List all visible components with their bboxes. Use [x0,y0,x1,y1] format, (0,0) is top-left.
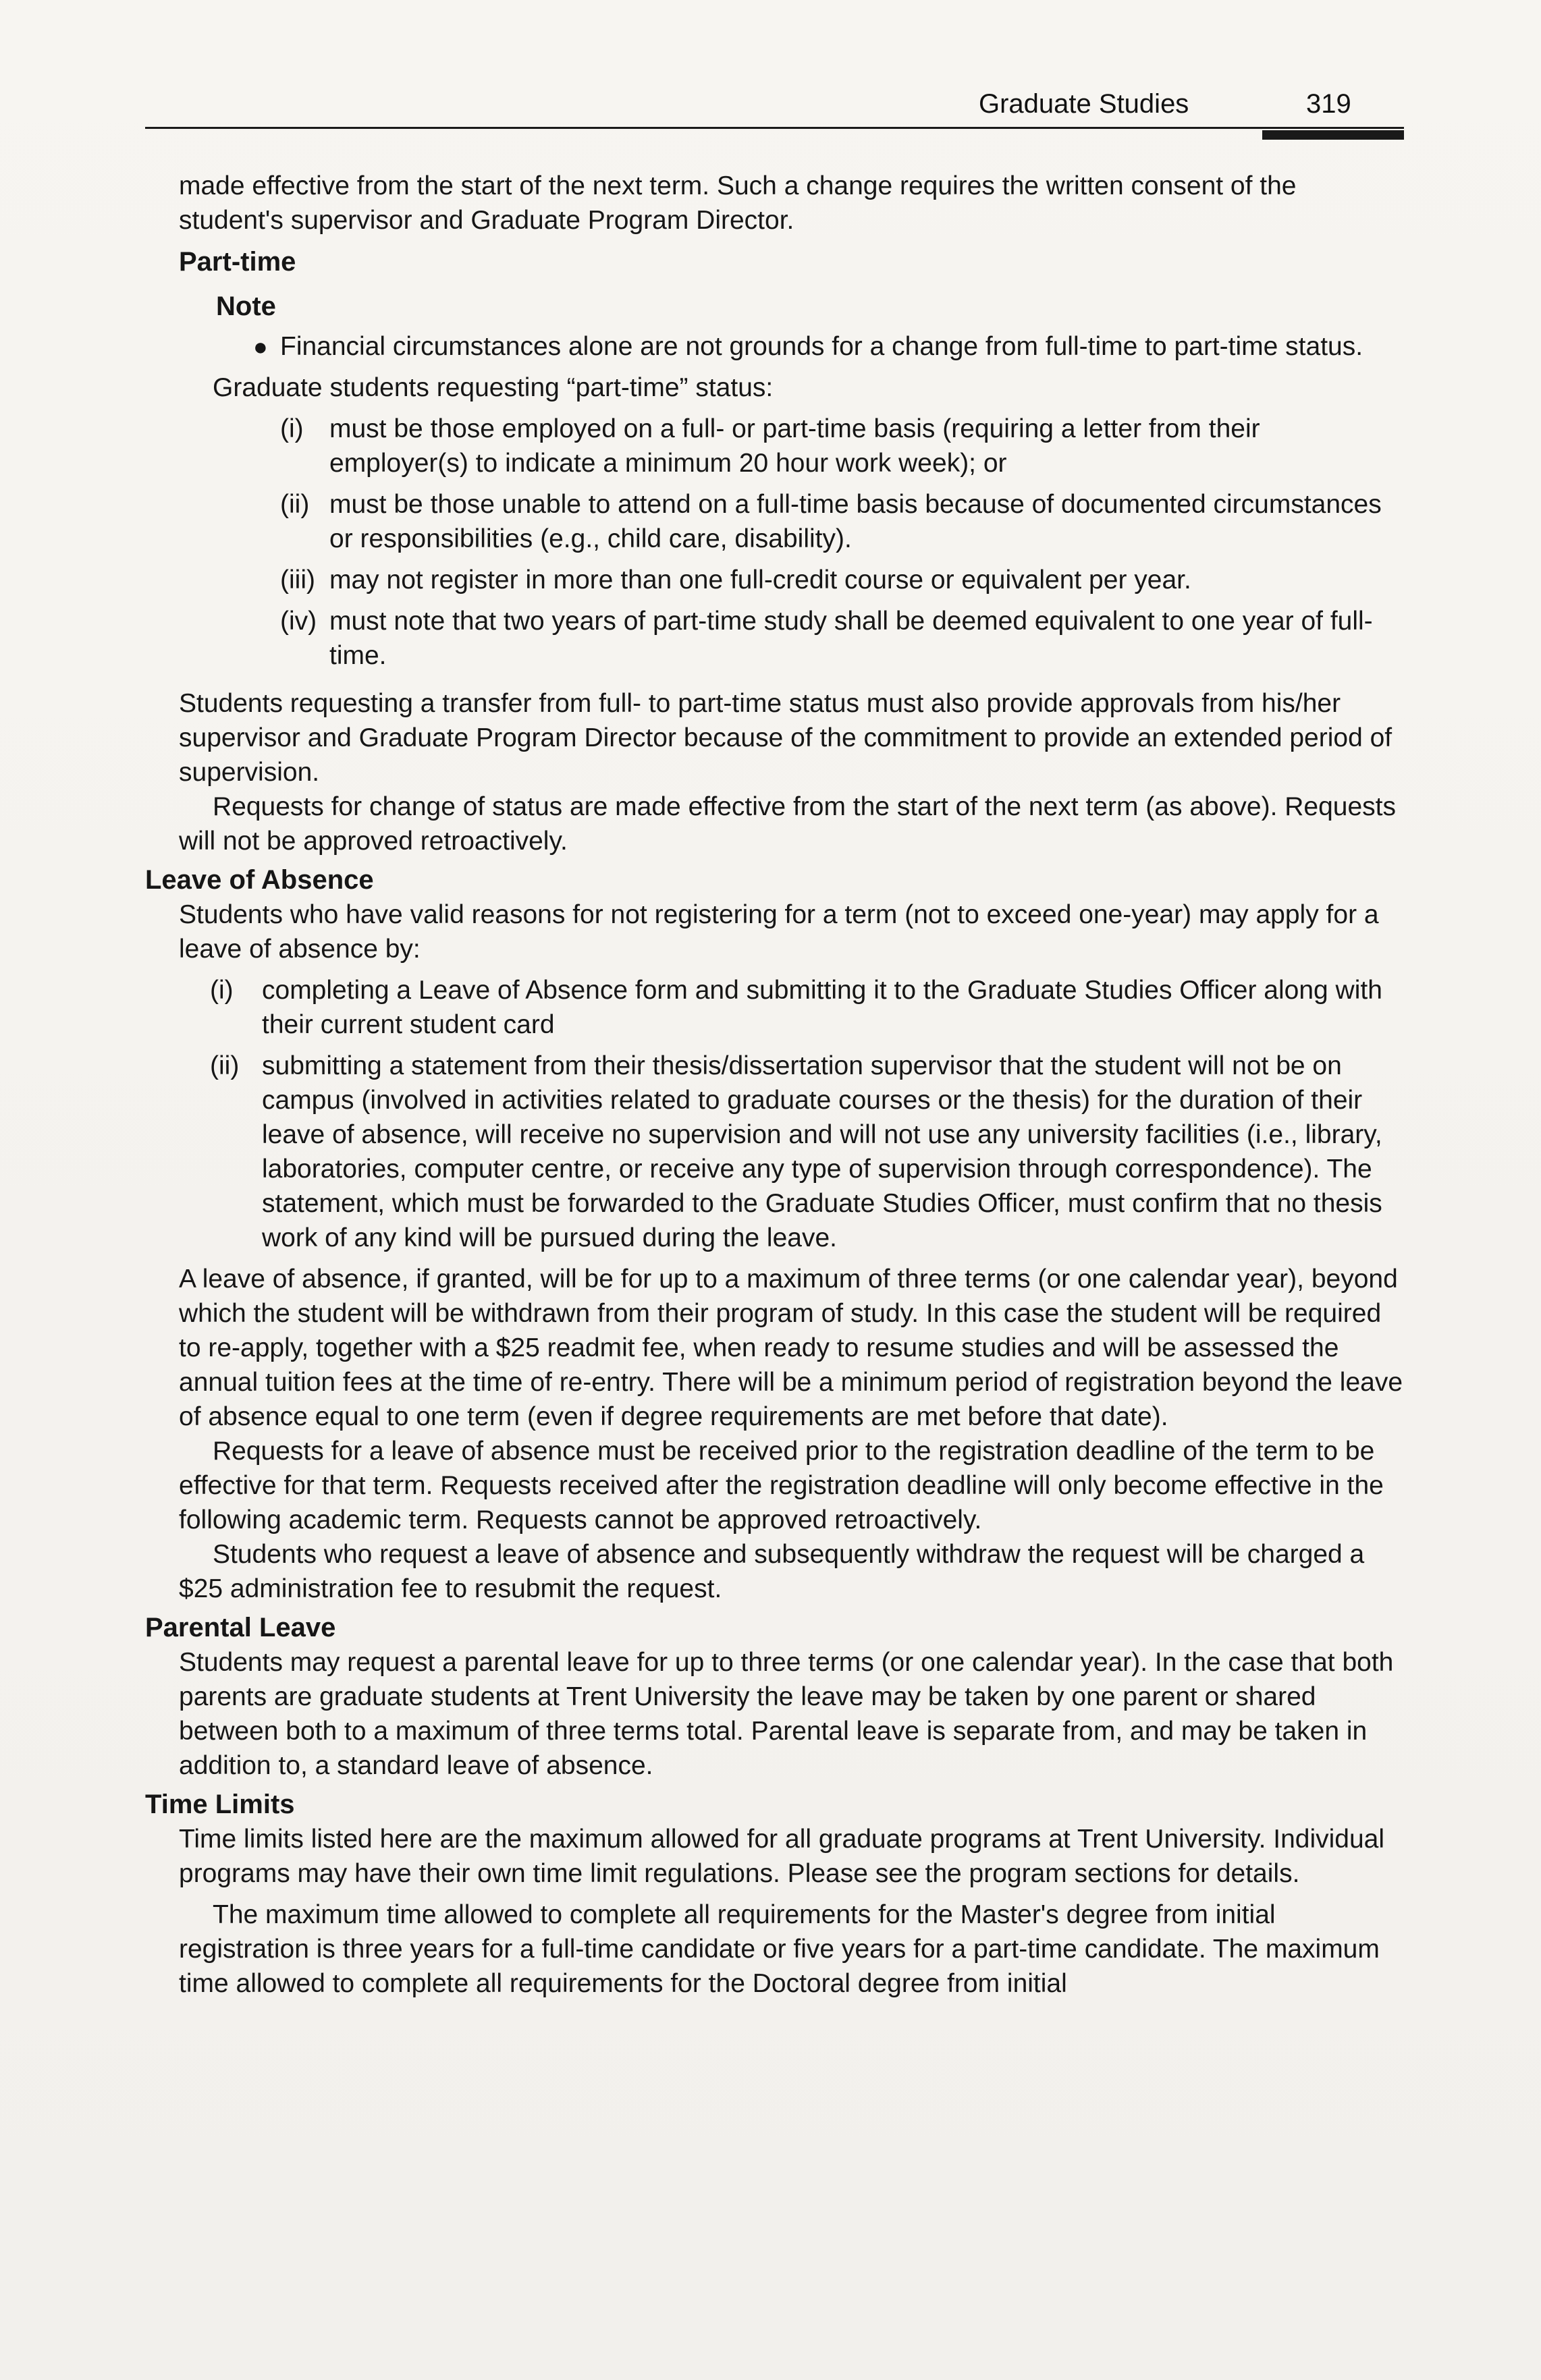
parental-leave-paragraph: Students may request a parental leave for up to three terms (or one calendar year). In the case that both parents are graduate students at Trent University the leave may be taken by one parent or shared between both to a maximum of three terms total. Parental leave is separate from, and may be taken in addition to, a standard leave of absence. [179,1648,1394,1780]
item-text: may not register in more than one full-credit course or equivalent per year. [329,565,1191,594]
item-marker: (ii) [280,490,310,519]
status-change-paragraph: Requests for change of status are made effective from the start of the next term (as above). Requests will not be approved retroactively. [179,792,1397,856]
item-marker: (iv) [280,607,317,636]
bullet-icon: ● [253,333,268,360]
item-marker: (i) [210,976,234,1005]
item-marker: (ii) [210,1051,240,1080]
running-header [145,80,1404,127]
page-number: 319 [1306,89,1351,119]
part-time-item [145,487,1404,556]
note-bullet-text: Financial circumstances alone are not grounds for a change from full-time to part-time status. [280,332,1363,361]
header-title: Graduate Studies [979,89,1189,119]
leave-item [145,973,1404,1042]
item-text: must note that two years of part-time study shall be deemed equivalent to one year of full-time. [329,607,1373,670]
part-time-item [145,412,1404,480]
part-time-lead-in: Graduate students requesting “part-time” status: [213,373,774,402]
part-time-item [145,563,1404,597]
part-time-item [145,604,1404,673]
heading-note: Note [216,292,276,321]
leave-paragraph-3: Students who request a leave of absence and subsequently withdraw the request will be charged a $25 administration fee to resubmit the request. [179,1540,1365,1603]
heading-time-limits: Time Limits [145,1790,295,1819]
intro-paragraph: made effective from the start of the next term. Such a change requires the written consent of the student's supervisor and Graduate Program Director. [179,171,1297,235]
item-text: must be those unable to attend on a full-time basis because of documented circumstances or responsibilities (e.g., child care, disability). [329,490,1382,553]
leave-item [145,1049,1404,1255]
transfer-paragraph: Students requesting a transfer from full- to part-time status must also provide approvals from his/her supervisor and Graduate Program Director because of the commitment to provide an extended period of supervision. [179,689,1393,787]
heading-parental-leave: Parental Leave [145,1613,336,1642]
leave-paragraph-2: Requests for a leave of absence must be received prior to the registration deadline of the term to be effective for that term. Requests received after the registration deadline will only become effective in the following academic term. Requests cannot be approved retroactively. [179,1437,1384,1534]
header-rule [145,127,1404,129]
leave-paragraph-1: A leave of absence, if granted, will be for up to a maximum of three terms (or one calendar year), beyond which the student will be withdrawn from their program of study. In this case the student will be required to re-apply, together with a $25 readmit fee, when ready to resume studies and will be assessed the annual tuition fees at the time of re-entry. There will be a minimum period of registration beyond the leave of absence equal to one term (even if degree requirements are met before that date). [179,1265,1403,1431]
heading-part-time: Part-time [179,247,296,277]
item-text: submitting a statement from their thesis/dissertation supervisor that the student will not be on campus (involved in activities related to graduate courses or the thesis) for the duration of their leave of absence, will receive no supervision and will not use any university facilities (i.e., library, laboratories, computer centre, or receive any type of supervision through correspondence). The statement, which must be forwarded to the Graduate Studies Officer, must confirm that no thesis work of any kind will be pursued during the leave. [262,1051,1382,1252]
item-marker: (iii) [280,565,315,594]
header-rule-accent [1262,130,1404,140]
item-marker: (i) [280,414,304,443]
time-limits-paragraph-1: Time limits listed here are the maximum allowed for all graduate programs at Trent University. Individual programs may have their own time limit regulations. Please see the program sections for details. [179,1825,1385,1888]
leave-intro: Students who have valid reasons for not registering for a term (not to exceed one-year) may apply for a leave of absence by: [179,900,1379,964]
note-bullet [145,329,1404,364]
time-limits-paragraph-2: The maximum time allowed to complete all requirements for the Master's degree from initial registration is three years for a full-time candidate or five years for a part-time candidate. The maximum time allowed to complete all requirements for the Doctoral degree from initial [179,1900,1380,1998]
heading-leave-of-absence: Leave of Absence [145,865,374,895]
page-body [145,169,1404,2001]
item-text: must be those employed on a full- or part-time basis (requiring a letter from their employer(s) to indicate a minimum 20 hour work week); or [329,414,1260,478]
item-text: completing a Leave of Absence form and submitting it to the Graduate Studies Officer along with their current student card [262,976,1382,1039]
